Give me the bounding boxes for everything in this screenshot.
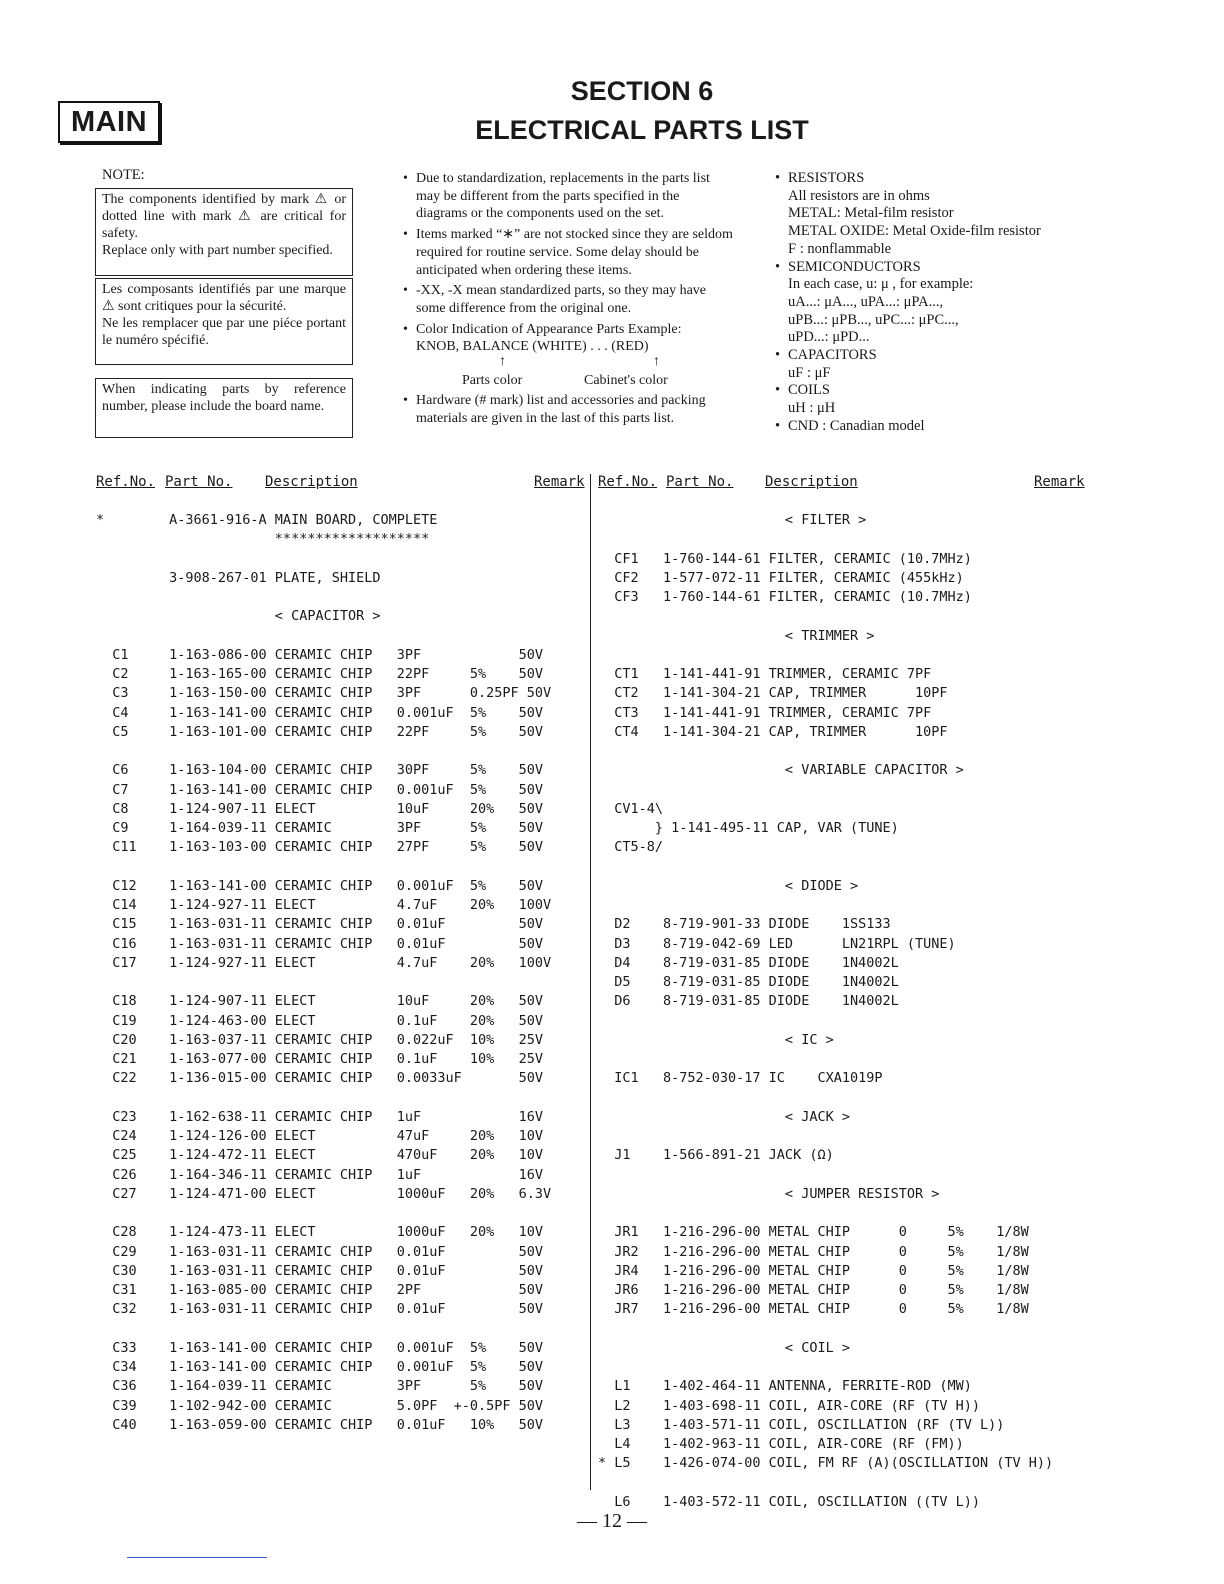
header-description: Description (265, 474, 358, 490)
coils-heading: • COILS (775, 382, 1095, 400)
parts-row: C39 1-102-942-00 CERAMIC 5.0PF +-0.5PF 50V (96, 1397, 544, 1414)
parts-row: } 1-141-495-11 CAP, VAR (TUNE) (598, 820, 899, 836)
parts-row: C5 1-163-101-00 CERAMIC CHIP 22PF 5% 50V (96, 723, 544, 740)
parts-row: C14 1-124-927-11 ELECT 4.7uF 20% 100V (96, 897, 552, 913)
parts-row: JR7 1-216-296-00 METAL CHIP 0 5% 1/8W (598, 1301, 1029, 1318)
general-notes (403, 170, 733, 430)
parts-row: C23 1-162-638-11 CERAMIC CHIP 1uF 16V (96, 1108, 544, 1125)
semiconductors-heading: • SEMICONDUCTORS (775, 259, 1095, 277)
resistor-note: All resistors are in ohms (788, 187, 930, 204)
parts-row: ******************* (96, 531, 430, 548)
resistor-note: METAL OXIDE: Metal Oxide-film resistor (788, 223, 1041, 240)
note-standardization: • Due to standardization, replacements in the parts list may be different from the parts specified in the diagrams or the components used on the set. (403, 170, 733, 223)
parts-row: < IC > (598, 1031, 834, 1048)
parts-row: C20 1-163-037-11 CERAMIC CHIP 0.022uF 10% 25V (96, 1031, 544, 1048)
parts-row: C24 1-124-126-00 ELECT 47uF 20% 10V (96, 1128, 544, 1144)
reference-note (95, 378, 353, 438)
parts-row: C21 1-163-077-00 CERAMIC CHIP 0.1uF 10% 25V (96, 1051, 544, 1067)
resistors-heading: • RESISTORS (775, 170, 1095, 188)
parts-row: C18 1-124-907-11 ELECT 10uF 20% 50V (96, 993, 544, 1010)
safety-note-line: The components identified by mark ⚠ or dotted line with mark ⚠ are critical for safety. (102, 192, 346, 241)
header-ref-no: Ref.No. (598, 474, 658, 490)
section-subtitle: ELECTRICAL PARTS LIST (475, 115, 809, 145)
parts-row: L3 1-403-571-11 COIL, OSCILLATION (RF (TV L)) (598, 1416, 1005, 1433)
parts-row: IC1 8-752-030-17 IC CXA1019P (598, 1070, 883, 1087)
cabinet-color-label: Cabinet's color (584, 373, 668, 389)
parts-row: L2 1-403-698-11 COIL, AIR-CORE (RF (TV H)) (598, 1397, 981, 1414)
header-remark: Remark (1034, 474, 1085, 490)
parts-row: D5 8-719-031-85 DIODE 1N4002L (598, 974, 899, 990)
page-number: — 12 — (577, 1510, 647, 1532)
parts-row: C30 1-163-031-11 CERAMIC CHIP 0.01uF 50V (96, 1262, 544, 1279)
resistor-note: METAL: Metal-film resistor (788, 205, 954, 222)
parts-row: < FILTER > (598, 512, 867, 528)
parts-row: JR2 1-216-296-00 METAL CHIP 0 5% 1/8W (598, 1243, 1029, 1260)
parts-row: C33 1-163-141-00 CERAMIC CHIP 0.001uF 5% 50V (96, 1339, 544, 1356)
parts-row: D4 8-719-031-85 DIODE 1N4002L (598, 954, 899, 971)
note-not-stocked: • Items marked “∗” are not stocked since they are seldom required for routine service. Some delay should be anticipated when ordering these items. (403, 226, 733, 279)
parts-row: JR4 1-216-296-00 METAL CHIP 0 5% 1/8W (598, 1262, 1029, 1279)
parts-row: C8 1-124-907-11 ELECT 10uF 20% 50V (96, 800, 544, 817)
parts-row: C3 1-163-150-00 CERAMIC CHIP 3PF 0.25PF 50V (96, 685, 552, 702)
safety-note-line: Ne les remplacer que par une piéce portant le numéro spécifié. (102, 316, 346, 348)
parts-row: L4 1-402-963-11 COIL, AIR-CORE (RF (FM)) (598, 1436, 964, 1452)
parts-row: C19 1-124-463-00 ELECT 0.1uF 20% 50V (96, 1012, 544, 1029)
parts-color-label: Parts color (462, 373, 523, 389)
section-title: SECTION 6 (570, 76, 714, 106)
parts-row: L1 1-402-464-11 ANTENNA, FERRITE-ROD (MW) (598, 1378, 972, 1395)
parts-row: C32 1-163-031-11 CERAMIC CHIP 0.01uF 50V (96, 1301, 544, 1318)
parts-row: CT2 1-141-304-21 CAP, TRIMMER 10PF (598, 685, 948, 702)
coil-note: uH : μH (788, 400, 836, 417)
parts-row: C26 1-164-346-11 CERAMIC CHIP 1uF 16V (96, 1166, 544, 1183)
parts-row: C17 1-124-927-11 ELECT 4.7uF 20% 100V (96, 954, 552, 971)
semiconductor-note: uPB...: μPB..., uPC...: μPC..., (788, 311, 959, 328)
parts-row: C36 1-164-039-11 CERAMIC 3PF 5% 50V (96, 1378, 544, 1395)
note-label: NOTE: (102, 167, 145, 183)
safety-note-english (95, 188, 353, 276)
header-remark: Remark (534, 474, 585, 490)
parts-row: JR1 1-216-296-00 METAL CHIP 0 5% 1/8W (598, 1224, 1029, 1241)
parts-row: C7 1-163-141-00 CERAMIC CHIP 0.001uF 5% 50V (96, 781, 544, 798)
parts-row: C31 1-163-085-00 CERAMIC CHIP 2PF 50V (96, 1282, 544, 1298)
parts-row: C6 1-163-104-00 CERAMIC CHIP 30PF 5% 50V (96, 762, 544, 779)
parts-row: < DIODE > (598, 877, 859, 894)
parts-row: C34 1-163-141-00 CERAMIC CHIP 0.001uF 5% 50V (96, 1359, 544, 1375)
parts-row: JR6 1-216-296-00 METAL CHIP 0 5% 1/8W (598, 1282, 1029, 1298)
arrow-up-icon: ↑ (653, 354, 660, 370)
parts-row: C29 1-163-031-11 CERAMIC CHIP 0.01uF 50V (96, 1243, 544, 1260)
parts-row: C28 1-124-473-11 ELECT 1000uF 20% 10V (96, 1224, 544, 1241)
parts-row: < JUMPER RESISTOR > (598, 1185, 940, 1202)
arrow-up-icon: ↑ (499, 354, 506, 370)
column-divider (590, 474, 591, 1490)
parts-row: C12 1-163-141-00 CERAMIC CHIP 0.001uF 5% 50V (96, 877, 544, 894)
parts-row: < CAPACITOR > (96, 608, 381, 625)
safety-note-french (95, 278, 353, 365)
note-color-indication: • Color Indication of Appearance Parts Example: (403, 321, 733, 339)
parts-row: L6 1-403-572-11 COIL, OSCILLATION ((TV L)) (598, 1493, 981, 1510)
parts-row: C15 1-163-031-11 CERAMIC CHIP 0.01uF 50V (96, 916, 544, 933)
parts-row: < TRIMMER > (598, 627, 875, 644)
color-legend (403, 356, 733, 392)
cnd-note: • CND : Canadian model (775, 418, 1095, 436)
footer-rule (127, 1557, 267, 1558)
parts-row: D2 8-719-901-33 DIODE 1SS133 (598, 916, 891, 933)
parts-row: C16 1-163-031-11 CERAMIC CHIP 0.01uF 50V (96, 935, 544, 952)
reference-note-text: When indicating parts by reference number, please include the board name. (102, 382, 346, 414)
note-hardware: • Hardware (# mark) list and accessories and packing materials are given in the last of this parts list. (403, 392, 733, 427)
header-ref-no: Ref.No. (96, 474, 156, 490)
capacitor-note: uF : μF (788, 364, 831, 381)
parts-row: CT5-8/ (598, 839, 664, 856)
resistor-note: F : nonflammable (788, 240, 892, 257)
parts-row: J1 1-566-891-21 JACK (Ω) (598, 1147, 834, 1164)
parts-row: C1 1-163-086-00 CERAMIC CHIP 3PF 50V (96, 646, 544, 663)
parts-row: C4 1-163-141-00 CERAMIC CHIP 0.001uF 5% 50V (96, 704, 544, 721)
parts-row: CF3 1-760-144-61 FILTER, CERAMIC (10.7MHz) (598, 589, 972, 605)
parts-row: C9 1-164-039-11 CERAMIC 3PF 5% 50V (96, 820, 544, 836)
parts-row: CT3 1-141-441-91 TRIMMER, CERAMIC 7PF (598, 704, 932, 721)
board-name-tag: MAIN (58, 101, 160, 143)
parts-row: 3-908-267-01 PLATE, SHIELD (96, 569, 381, 586)
header-part-no: Part No. (165, 474, 233, 490)
safety-note-line: Les composants identifiés par une marque ⚠ sont critiques pour la sécurité. (102, 282, 346, 314)
capacitors-heading: • CAPACITORS (775, 347, 1095, 365)
parts-row: C40 1-163-059-00 CERAMIC CHIP 0.01uF 10% 50V (96, 1416, 544, 1433)
legend-notes (775, 170, 1095, 436)
parts-row: * L5 1-426-074-00 COIL, FM RF (A)(OSCILLATION (TV H)) (598, 1455, 1054, 1472)
parts-row: C2 1-163-165-00 CERAMIC CHIP 22PF 5% 50V (96, 666, 544, 682)
parts-row: C22 1-136-015-00 CERAMIC CHIP 0.0033uF 50V (96, 1070, 544, 1087)
parts-row: C11 1-163-103-00 CERAMIC CHIP 27PF 5% 50V (96, 839, 544, 856)
semiconductor-note: uPD...: μPD... (788, 329, 870, 346)
semiconductor-note: In each case, u: μ , for example: (788, 276, 974, 293)
color-example: KNOB, BALANCE (WHITE) . . . (RED) (416, 339, 649, 355)
parts-row: CT4 1-141-304-21 CAP, TRIMMER 10PF (598, 723, 948, 740)
semiconductor-note: uA...: μA..., uPA...: μPA..., (788, 293, 944, 310)
parts-row: CT1 1-141-441-91 TRIMMER, CERAMIC 7PF (598, 666, 932, 682)
parts-row: D6 8-719-031-85 DIODE 1N4002L (598, 993, 899, 1010)
parts-row: CF2 1-577-072-11 FILTER, CERAMIC (455kHz) (598, 569, 964, 586)
parts-row: D3 8-719-042-69 LED LN21RPL (TUNE) (598, 935, 956, 952)
header-description: Description (765, 474, 858, 490)
parts-row: < VARIABLE CAPACITOR > (598, 762, 964, 779)
parts-row: < COIL > (598, 1339, 850, 1356)
parts-row: C27 1-124-471-00 ELECT 1000uF 20% 6.3V (96, 1185, 552, 1202)
parts-row: CF1 1-760-144-61 FILTER, CERAMIC (10.7MHz) (598, 550, 972, 567)
parts-row: < JACK > (598, 1108, 850, 1125)
parts-row: C25 1-124-472-11 ELECT 470uF 20% 10V (96, 1147, 544, 1164)
header-part-no: Part No. (666, 474, 734, 490)
parts-row: CV1-4\ (598, 800, 664, 817)
parts-row: * A-3661-916-A MAIN BOARD, COMPLETE (96, 512, 438, 528)
note-standardized-parts: • -XX, -X mean standardized parts, so they may have some difference from the original one. (403, 282, 733, 317)
safety-note-line: Replace only with part number specified. (102, 243, 333, 258)
